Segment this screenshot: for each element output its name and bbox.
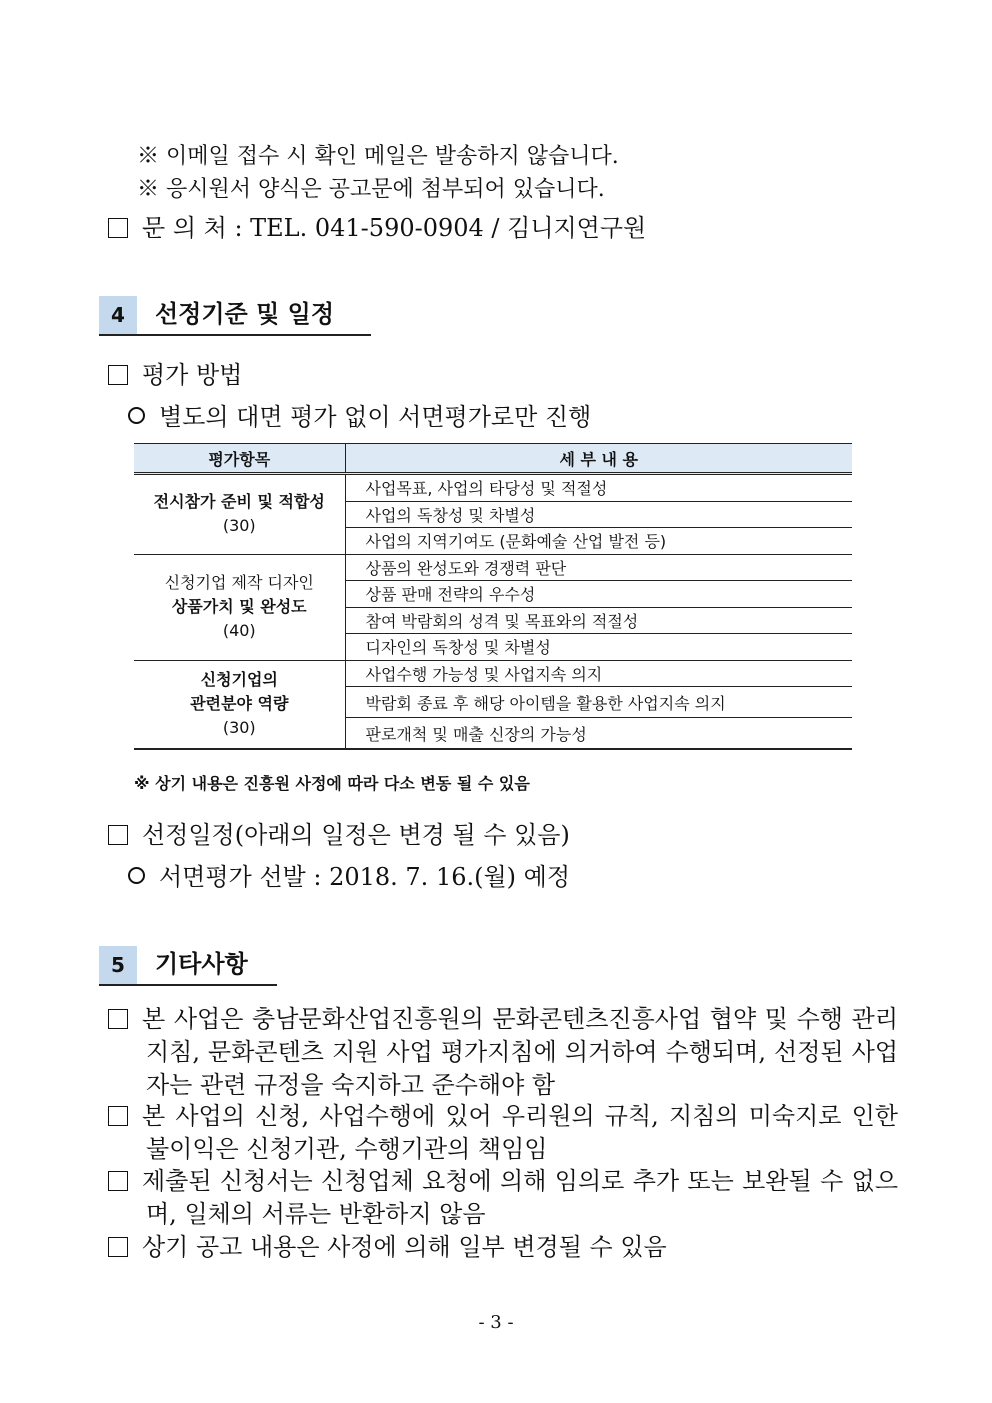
category-score: (40) (222, 621, 256, 640)
checkbox-icon (108, 218, 128, 238)
section-title: 기타사항 (155, 950, 248, 978)
detail-cell: 판로개척 및 매출 신장의 가능성 (345, 718, 852, 750)
category-name-line: 신청기업 제작 디자인 (164, 573, 314, 592)
table-row (134, 554, 852, 581)
other-item (108, 1165, 898, 1231)
category-cell (134, 660, 345, 749)
detail-cell: 디자인의 독창성 및 차별성 (345, 634, 852, 661)
schedule-item-text: 서면평가 선발 : 2018. 7. 16.(월) 예정 (159, 863, 571, 891)
detail-cell: 상품 판매 전략의 우수성 (345, 581, 852, 608)
eval-desc-line (128, 397, 591, 432)
category-name-line: 신청기업의 (200, 670, 278, 690)
section-4-header (99, 296, 371, 336)
other-item (108, 1003, 898, 1102)
detail-cell: 사업의 지역기여도 (문화예술 산업 발전 등) (345, 528, 852, 555)
evaluation-table (134, 443, 852, 750)
schedule-line (108, 815, 570, 850)
table-note: ※ 상기 내용은 진흥원 사정에 따라 다소 변동 될 수 있음 (134, 774, 530, 793)
section-number: 4 (99, 296, 137, 334)
contact-text: 문 의 처 : TEL. 041-590-0904 / 김니지연구원 (142, 214, 647, 242)
category-name-line: 관련분야 역량 (190, 694, 289, 714)
schedule-item-line (128, 857, 570, 892)
detail-cell: 상품의 완성도와 경쟁력 판단 (345, 554, 852, 581)
table-header-row (134, 444, 852, 474)
checkbox-icon (108, 1237, 128, 1257)
checkbox-icon (108, 1171, 128, 1191)
table-row (134, 660, 852, 687)
category-name-line: 상품가치 및 완성도 (171, 597, 307, 616)
other-item (108, 1231, 898, 1264)
category-score: (30) (222, 516, 256, 536)
eval-method-line (108, 355, 242, 390)
checkbox-icon (108, 1106, 128, 1126)
category-cell (134, 554, 345, 660)
page-number: - 3 - (478, 1312, 514, 1333)
category-name: 전시참가 준비 및 적합성 (153, 492, 325, 512)
contact-line (108, 208, 646, 243)
checkbox-icon (108, 825, 128, 845)
checkbox-icon (108, 365, 128, 385)
schedule-text: 선정일정(아래의 일정은 변경 될 수 있음) (142, 821, 570, 849)
section-title: 선정기준 및 일정 (155, 300, 334, 328)
section-5-header (99, 946, 277, 986)
other-item-text: 상기 공고 내용은 사정에 의해 일부 변경될 수 있음 (142, 1233, 667, 1261)
other-item-text: 제출된 신청서는 신청업체 요청에 의해 임의로 추가 또는 보완될 수 없으며, 일체의 서류는 반환하지 않음 (142, 1167, 898, 1228)
category-score: (30) (222, 718, 256, 738)
detail-cell: 사업의 독창성 및 차별성 (345, 501, 852, 528)
header-details: 세 부 내 용 (345, 444, 852, 474)
note-email-confirm: ※ 이메일 접수 시 확인 메일은 발송하지 않습니다. (137, 144, 619, 169)
detail-cell: 박람회 종료 후 해당 아이템을 활용한 사업지속 의지 (345, 687, 852, 718)
header-category: 평가항목 (134, 444, 345, 474)
other-item (108, 1100, 898, 1166)
other-item-text: 본 사업의 신청, 사업수행에 있어 우리원의 규칙, 지침의 미숙지로 인한 불이익은 신청기관, 수행기관의 책임임 (142, 1102, 898, 1163)
detail-cell: 사업수행 가능성 및 사업지속 의지 (345, 660, 852, 687)
detail-cell: 참여 박람회의 성격 및 목표와의 적절성 (345, 607, 852, 634)
category-cell (134, 474, 345, 555)
section-number: 5 (99, 946, 137, 984)
checkbox-icon (108, 1009, 128, 1029)
eval-method-text: 평가 방법 (142, 361, 243, 389)
table-row (134, 474, 852, 502)
detail-cell: 사업목표, 사업의 타당성 및 적절성 (345, 474, 852, 502)
other-item-text: 본 사업은 충남문화산업진흥원의 문화콘텐츠진흥사업 협약 및 수행 관리지침, 문화콘텐츠 지원 사업 평가지침에 의거하여 수행되며, 선정된 사업자는 관련 규정을 숙지하고 준수해야 함 (142, 1005, 898, 1099)
circle-bullet-icon (128, 407, 145, 424)
eval-desc-text: 별도의 대면 평가 없이 서면평가로만 진행 (159, 403, 592, 431)
circle-bullet-icon (128, 867, 145, 884)
note-application-form: ※ 응시원서 양식은 공고문에 첨부되어 있습니다. (137, 177, 605, 202)
